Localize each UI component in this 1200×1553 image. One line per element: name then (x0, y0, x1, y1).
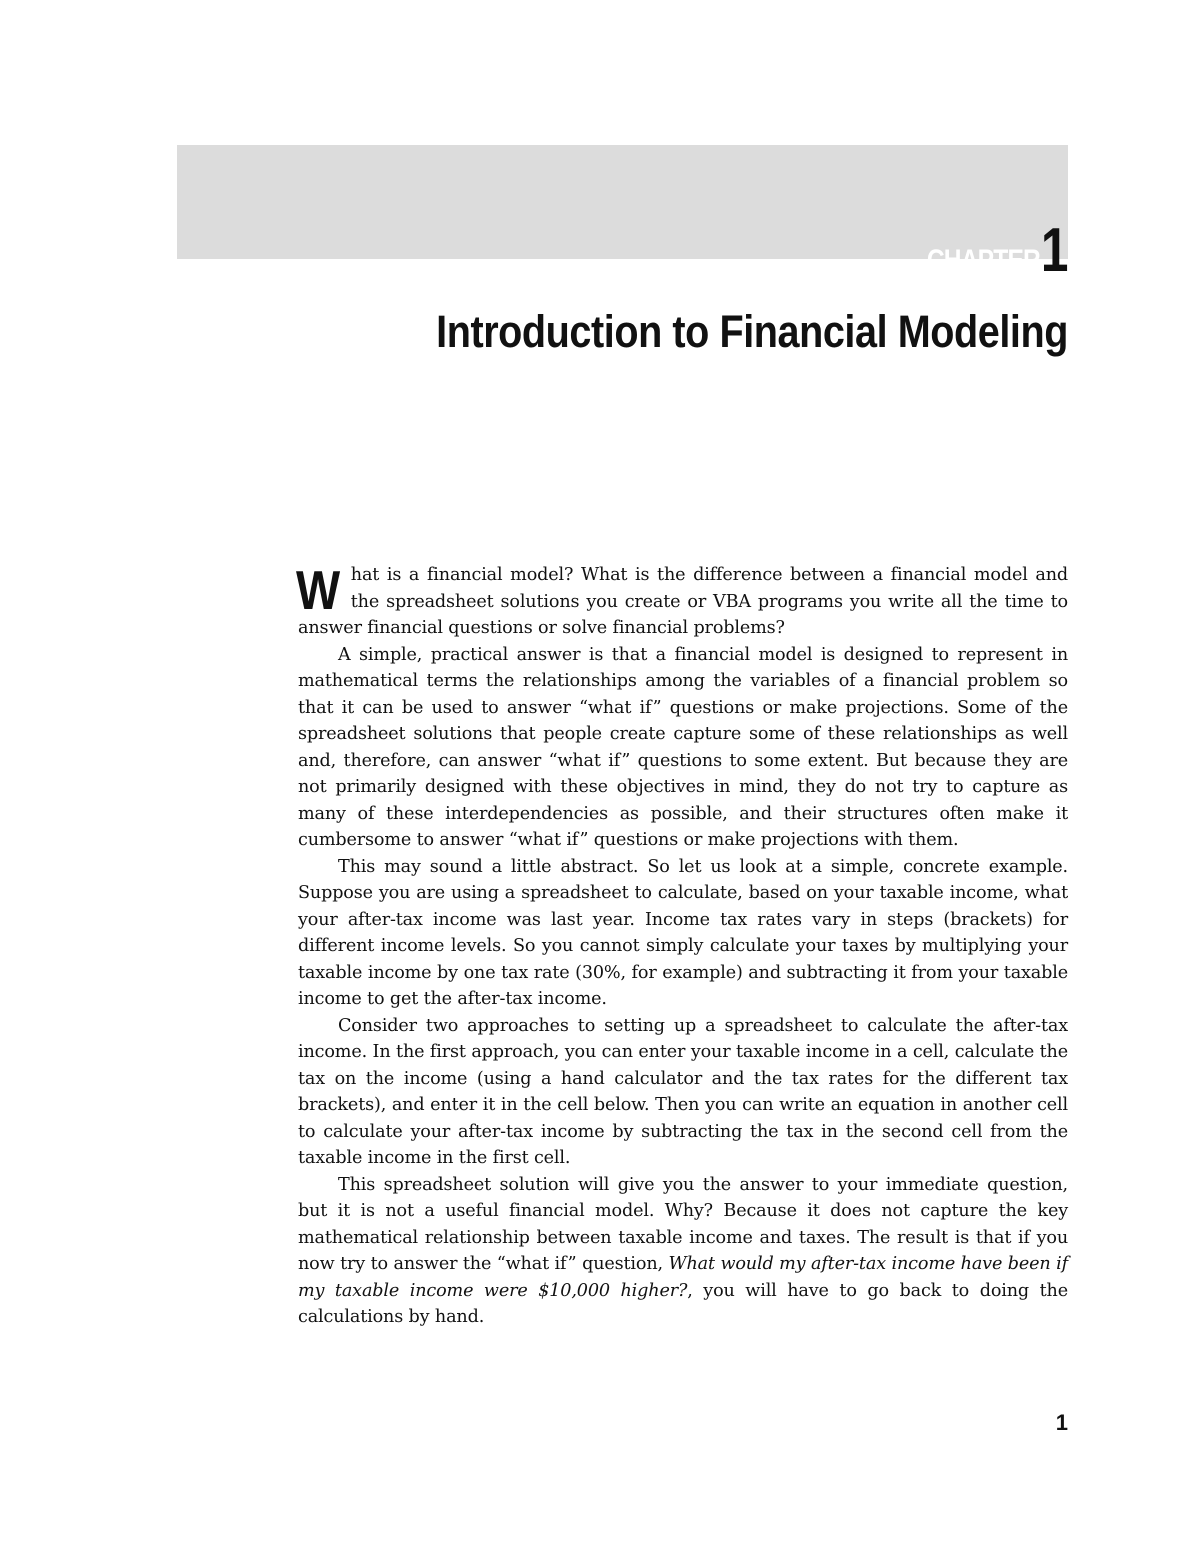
paragraph-5-italic-question: What would my after-tax income have been if my taxable income were $10,000 higher? (298, 1254, 1068, 1301)
page-number: 1 (1055, 1410, 1068, 1435)
chapter-number: 1 (1040, 216, 1068, 286)
paragraph-3: This may sound a little abstract. So let us look at a simple, concrete example. Suppose you are using a spreadsheet to calculate, based on your taxable income, what your after-tax income was last year. Income tax rates vary in steps (brackets) for different income levels. So you cannot simply calculate your taxes by multiplying your taxable income by one tax rate (30%, for example) and subtracting it from your taxable income to get the after-tax income. (298, 856, 1068, 1009)
paragraph-5 (298, 1172, 1068, 1331)
chapter-title: Introduction to Financial Modeling (436, 306, 1068, 357)
chapter-label (902, 216, 1069, 286)
paragraph-2: A simple, practical answer is that a financial model is designed to represent in mathematical terms the relationships among the variables of a financial problem so that it can be used to answer “what if” questions or make projections. Some of the spreadsheet solutions that people create capture some of these relationships as well and, therefore, can answer “what if” questions to some extent. But because they are not primarily designed with these objectives in mind, they do not try to capture as many of these interdependencies as possible, and their structures often make it cumbersome to answer “what if” questions or make projections with them. (298, 644, 1068, 850)
paragraph-1 (296, 559, 1068, 642)
paragraph-4: Consider two approaches to setting up a spreadsheet to calculate the after-tax income. In the first approach, you can enter your taxable income in a cell, calculate the tax on the income (using a hand calculator and the tax rates for the different tax brackets), and enter it in the cell below. Then you can write an equation in another cell to calculate your after-tax income by subtracting the tax in the second cell from the taxable income in the first cell. (298, 1015, 1068, 1168)
paragraph-5-text-end: , you will have to go back to doing the calculations by hand. (298, 1280, 1068, 1327)
body-text (296, 559, 1068, 1331)
paragraph-5-text-start: This spreadsheet solution will give you the answer to your immediate question, but it is not a useful financial model. Why? Because it does not capture the key mathematical relationship between taxable income and taxes. The result is that if you now try to answer the “what if” question, (298, 1174, 1068, 1274)
drop-cap: W (296, 559, 341, 621)
chapter-word: CHAPTER (926, 244, 1040, 277)
paragraph-1-text: hat is a financial model? What is the difference between a financial model and the spreadsheet solutions you create or VBA programs you write all the time to answer financial questions or solve financial problems? (298, 565, 1068, 638)
